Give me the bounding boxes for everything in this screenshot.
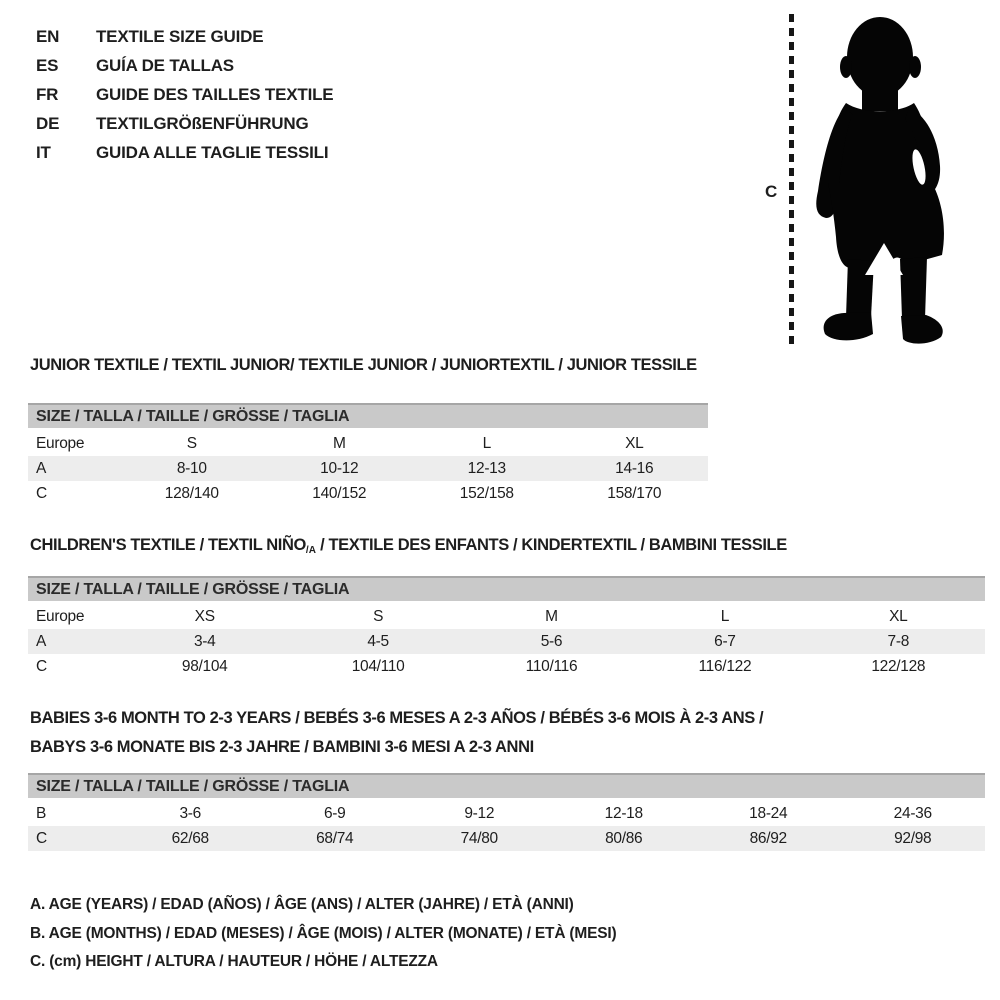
- babies-title-line2: BABYS 3-6 MONATE BIS 2-3 JAHRE / BAMBINI 3-6 MESI A 2-3 ANNI: [30, 738, 534, 756]
- size-header-band: SIZE / TALLA / TAILLE / GRÖSSE / TAGLIA: [28, 773, 985, 798]
- row-label: C: [36, 657, 47, 675]
- toddler-silhouette-image: [806, 15, 950, 348]
- table-cell: 74/80: [460, 829, 498, 847]
- table-row-height: [28, 826, 985, 851]
- language-code: EN: [36, 26, 60, 46]
- legend-line-b: B. AGE (MONTHS) / EDAD (MESES) / ÂGE (MOIS) / ALTER (MONATE) / ETÀ (MESI): [30, 924, 617, 942]
- table-cell: M: [545, 607, 558, 625]
- table-cell: 3-6: [179, 804, 201, 822]
- language-label: GUÍA DE TALLAS: [96, 55, 234, 75]
- table-row-height: [28, 481, 708, 506]
- table-cell: M: [332, 434, 346, 452]
- table-cell: 3-4: [193, 632, 216, 650]
- language-row-fr: [36, 80, 333, 109]
- table-cell: 62/68: [171, 829, 209, 847]
- table-row-age: [28, 629, 985, 654]
- height-measure-dotted-line: [789, 14, 794, 347]
- legend: [30, 891, 616, 977]
- silhouette-neck: [862, 81, 898, 111]
- table-cell: 5-6: [540, 632, 563, 650]
- table-cell: 8-10: [176, 459, 207, 477]
- table-cell: 152/158: [459, 484, 514, 502]
- table-cell: 80/86: [605, 829, 643, 847]
- table-cell: XL: [625, 434, 644, 452]
- table-cell: 98/104: [181, 657, 228, 675]
- junior-section-title: JUNIOR TEXTILE / TEXTIL JUNIOR/ TEXTILE JUNIOR / JUNIORTEXTIL / JUNIOR TESSILE: [30, 356, 697, 374]
- babies-title-line1: BABIES 3-6 MONTH TO 2-3 YEARS / BEBÉS 3-6 MESES A 2-3 AÑOS / BÉBÉS 3-6 MOIS À 2-3 ANS /: [30, 709, 764, 727]
- language-code: DE: [36, 113, 60, 133]
- row-label: B: [36, 804, 47, 822]
- legend-line-a: A. AGE (YEARS) / EDAD (AÑOS) / ÂGE (ANS) / ALTER (JAHRE) / ETÀ (ANNI): [30, 896, 574, 913]
- size-header-band: SIZE / TALLA / TAILLE / GRÖSSE / TAGLIA: [28, 576, 985, 601]
- size-header-band: SIZE / TALLA / TAILLE / GRÖSSE / TAGLIA: [28, 403, 708, 428]
- table-cell: 18-24: [749, 804, 788, 822]
- silhouette-foot-right: [901, 315, 943, 344]
- table-cell: XL: [889, 607, 908, 625]
- height-marker-label: C: [765, 182, 778, 201]
- table-cell: 68/74: [316, 829, 354, 847]
- language-label: TEXTILGRÖßENFÜHRUNG: [96, 113, 309, 133]
- language-code: ES: [36, 55, 59, 75]
- language-label: GUIDA ALLE TAGLIE TESSILI: [96, 142, 329, 162]
- row-label: Europe: [36, 434, 85, 452]
- table-row-height: [28, 654, 985, 679]
- table-cell: L: [482, 434, 491, 452]
- silhouette-ear-right: [909, 56, 921, 78]
- language-row-it: [36, 138, 333, 167]
- language-code: IT: [36, 142, 51, 162]
- table-cell: 6-9: [323, 804, 346, 822]
- silhouette-foot-left: [824, 312, 873, 340]
- table-cell: S: [186, 434, 197, 452]
- language-row-de: [36, 109, 333, 138]
- silhouette-leg-right: [900, 257, 927, 319]
- language-label: TEXTILE SIZE GUIDE: [96, 26, 264, 46]
- children-title-pre: CHILDREN'S TEXTILE / TEXTIL NIÑO: [30, 536, 306, 554]
- table-cell: L: [720, 607, 730, 625]
- row-label: Europe: [36, 607, 85, 625]
- row-label: C: [36, 484, 47, 502]
- silhouette-ear-left: [840, 56, 852, 78]
- table-cell: 14-16: [615, 459, 654, 477]
- table-cell: 116/122: [698, 657, 752, 675]
- table-row-europe: [28, 604, 985, 629]
- row-label: C: [36, 829, 47, 847]
- children-title-post: / TEXTILE DES ENFANTS / KINDERTEXTIL / BAMBINI TESSILE: [315, 536, 787, 554]
- table-cell: 122/128: [871, 657, 926, 675]
- table-row-months: [28, 801, 985, 826]
- babies-section-title: [30, 704, 763, 762]
- language-list: [36, 22, 333, 167]
- table-cell: 92/98: [894, 829, 932, 847]
- language-label: GUIDE DES TAILLES TEXTILE: [96, 84, 334, 104]
- table-row-europe: [28, 431, 708, 456]
- table-cell: 110/116: [525, 657, 578, 675]
- table-cell: XS: [194, 607, 215, 625]
- babies-size-table: [28, 773, 985, 851]
- language-row-es: [36, 51, 333, 80]
- junior-size-table: [28, 403, 708, 506]
- language-row-en: [36, 22, 333, 51]
- table-cell: 86/92: [749, 829, 787, 847]
- table-cell: 7-8: [887, 632, 910, 650]
- table-cell: 24-36: [893, 804, 932, 822]
- table-cell: 12-18: [604, 804, 643, 822]
- table-cell: 104/110: [351, 657, 405, 675]
- table-cell: 6-7: [714, 632, 736, 650]
- children-size-table: [28, 576, 985, 679]
- row-label: A: [36, 459, 47, 477]
- table-cell: 9-12: [464, 804, 495, 822]
- table-cell: 128/140: [164, 484, 219, 502]
- table-cell: 158/170: [607, 484, 662, 502]
- table-cell: 12-13: [467, 459, 506, 477]
- language-code: FR: [36, 84, 59, 104]
- legend-line-c: C. (cm) HEIGHT / ALTURA / HAUTEUR / HÖHE / ALTEZZA: [30, 953, 438, 970]
- table-cell: 140/152: [312, 484, 367, 502]
- table-cell: 10-12: [320, 459, 359, 477]
- silhouette-body: [816, 17, 944, 344]
- children-title-sub: /A: [305, 545, 316, 556]
- table-cell: S: [373, 607, 384, 625]
- table-cell: 4-5: [367, 632, 389, 650]
- children-section-title: [30, 536, 787, 556]
- table-row-age: [28, 456, 708, 481]
- row-label: A: [36, 632, 47, 650]
